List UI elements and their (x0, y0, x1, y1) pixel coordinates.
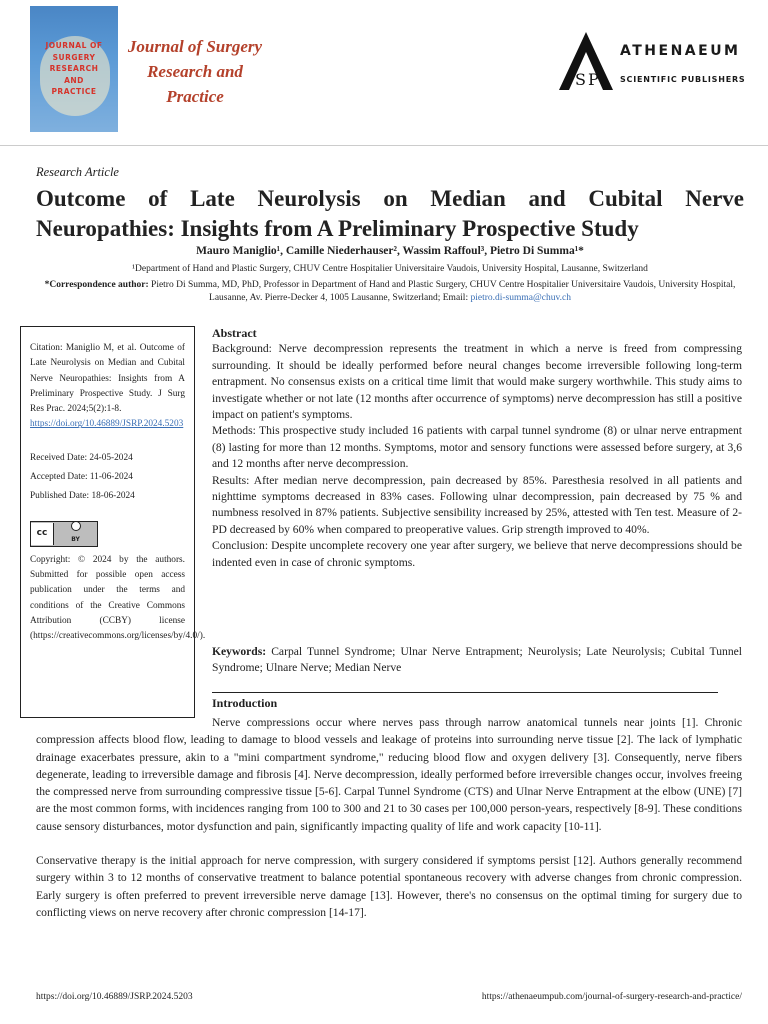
abstract-conclusion: Conclusion: Despite uncomplete recovery one year after surgery, we believe that nerve decompressions should be indented even in case of chronic symptoms. (212, 539, 742, 569)
by-label: BY (71, 535, 80, 543)
correspondence (36, 279, 744, 305)
copyright-text: Copyright: © 2024 by the authors. Submitted for possible open access publication under the terms and conditions of the Creative Commons Attribution (CCBY) license (https://creativecommons.org/licenses/by/4.0/). (30, 554, 206, 642)
cc-by-license-icon[interactable] (30, 521, 98, 547)
accepted-date: Accepted Date: 11-06-2024 (30, 472, 133, 483)
publisher-logo-icon (555, 30, 617, 92)
header-divider (0, 145, 768, 146)
publisher-name: ATHENAEUM (620, 43, 741, 59)
by-icon (54, 521, 97, 547)
email-link[interactable]: pietro.di-summa@chuv.ch (470, 293, 571, 303)
svg-text:P: P (588, 70, 599, 89)
citation-sidebar (20, 326, 206, 718)
introduction-paragraph-2: Conservative therapy is the initial approach for nerve compression, with surgery considered if symptoms persist [12]. Authors generally recommend surgery within 3 to 12 months of conservative treatment to balance potential spontaneous recovery with adverse changes from chronic compression. Early surgery is often preferred to prevent irreversible nerve damage [13]. However, there's no consensus on the optimal timing for surgery due to conflicting views on nerve recovery after chronic compression [14-17]. (36, 854, 742, 919)
abstract-heading: Abstract (212, 326, 257, 340)
publisher-subtitle: SCIENTIFIC PUBLISHERS (620, 75, 746, 84)
abstract-results: Results: After median nerve decompression, pain decreased by 85%. Paresthesia resolved in all patients and nighttime symptoms decreased in 83% cases. Following ulnar decompression, pain decreased by 75 % and numbness resolved in 87% patients. Subjective sensibility increased by 25%, attested with Ten test. Measure of 2-PD decreased by 60% when compared to preoperative values. Grip strength improved to 40%. (212, 473, 742, 536)
abstract (212, 325, 742, 571)
journal-title: Journal of Surgery Research and Practice (127, 37, 263, 106)
abstract-methods: Methods: This prospective study included 16 patients with carpal tunnel syndrome (8) or ulnar nerve entrapment (8) lasting for more than 12 months. Symptoms, motor and sensory functions were assessed before surgery, at 3,6 and 12 months after nerve decompression. (212, 424, 742, 471)
citation-text: Citation: Maniglio M, et al. Outcome of Late Neurolysis on Median and Cubital Nerve Neuropathies: Insights from A Preliminary Prospective Study. J Surg Res Prac. 2024;5(2):1-8. (30, 343, 185, 415)
introduction-heading: Introduction (212, 696, 278, 710)
cc-icon: cc (31, 523, 54, 545)
correspondence-label: *Correspondence author: (44, 280, 149, 290)
svg-text:S: S (575, 70, 586, 89)
introduction-paragraph-1: Nerve compressions occur where nerves pass through narrow anatomical tunnels near joints [1]. Chronic compression affects blood flow, leading to damage to blood vessels and leakage of proteins into surrounding nerve tissue [2]. The lack of lymphatic drainage exacerbates pressure, akin to a "mini compartment syndrome," reducing blood flow and oxygen delivery [3]. Consequently, nerve fibers degenerate, leading to irreversible damage and fibrosis [4]. Nerve decompression, ideally performed before irreversible changes occur, involves freeing the compressed nerve from surrounding compressive tissue [5-6]. Carpal Tunnel Syndrome (CTS) and Ulnar Nerve Entrapment at the elbow (UNE) [7] are the most common forms, with incidences ranging from 100 to 300 and 21 to 30 cases per 100,000 person-years, respectively [8-9]. These conditions cause sensory disturbances, motor dysfunction and pain, significantly impacting quality of life and work capacity [10-11]. (36, 716, 742, 833)
footer-journal-link[interactable]: https://athenaeumpub.com/journal-of-surgery-research-and-practice/ (481, 992, 742, 1002)
affiliation: ¹Department of Hand and Plastic Surgery, CHUV Centre Hospitalier Universitaire Vaudois, University Hospital, Lausanne, Switzerland (132, 264, 648, 274)
journal-cover-image (30, 6, 118, 132)
keywords-label: Keywords: (212, 645, 267, 658)
cover-text: JOURNAL OF SURGERY RESEARCH AND PRACTICE (45, 41, 103, 96)
abstract-background: Background: Nerve decompression represents the treatment in which a nerve is freed from compressing surrounding. It should be ideally performed before neural changes become irreversible following long-term entrapment. No consensus exists on a critical time limit that would make surgery worthwhile. This study aims to investigate whether or not late (12 months after occurrence of symptoms) nerve decompression has still a positive impact on patient's symptoms. (212, 342, 742, 422)
keywords (212, 644, 742, 677)
article-type: Research Article (36, 165, 119, 179)
doi-link[interactable]: https://doi.org/10.46889/JSRP.2024.5203 (30, 419, 184, 430)
article-title: Outcome of Late Neurolysis on Median and Cubital Nerve Neuropathies: Insights from A Preliminary Prospective Study (36, 186, 744, 241)
person-icon (71, 521, 81, 531)
introduction-body (36, 714, 742, 921)
published-date: Published Date: 18-06-2024 (30, 491, 135, 502)
keywords-text: Carpal Tunnel Syndrome; Ulnar Nerve Entrapment; Neurolysis; Late Neurolysis; Cubital Tunnel Syndrome; Ulnare Nerve; Median Nerve (212, 645, 742, 675)
footer-doi-link[interactable]: https://doi.org/10.46889/JSRP.2024.5203 (36, 992, 193, 1002)
received-date: Received Date: 24-05-2024 (30, 452, 133, 463)
correspondence-text: Pietro Di Summa, MD, PhD, Professor in Department of Hand and Plastic Surgery, CHUV Centre Hospitalier Universitaire Vaudois, University Hospital, Lausanne, Av. Pierre-Decker 4, 1005 Lausanne, Switzerland; Email: (148, 280, 736, 303)
authors: Mauro Maniglio¹, Camille Niederhauser², Wassim Raffoul³, Pietro Di Summa¹* (196, 245, 584, 257)
introduction-rule (212, 692, 718, 693)
dates-block (30, 451, 185, 505)
